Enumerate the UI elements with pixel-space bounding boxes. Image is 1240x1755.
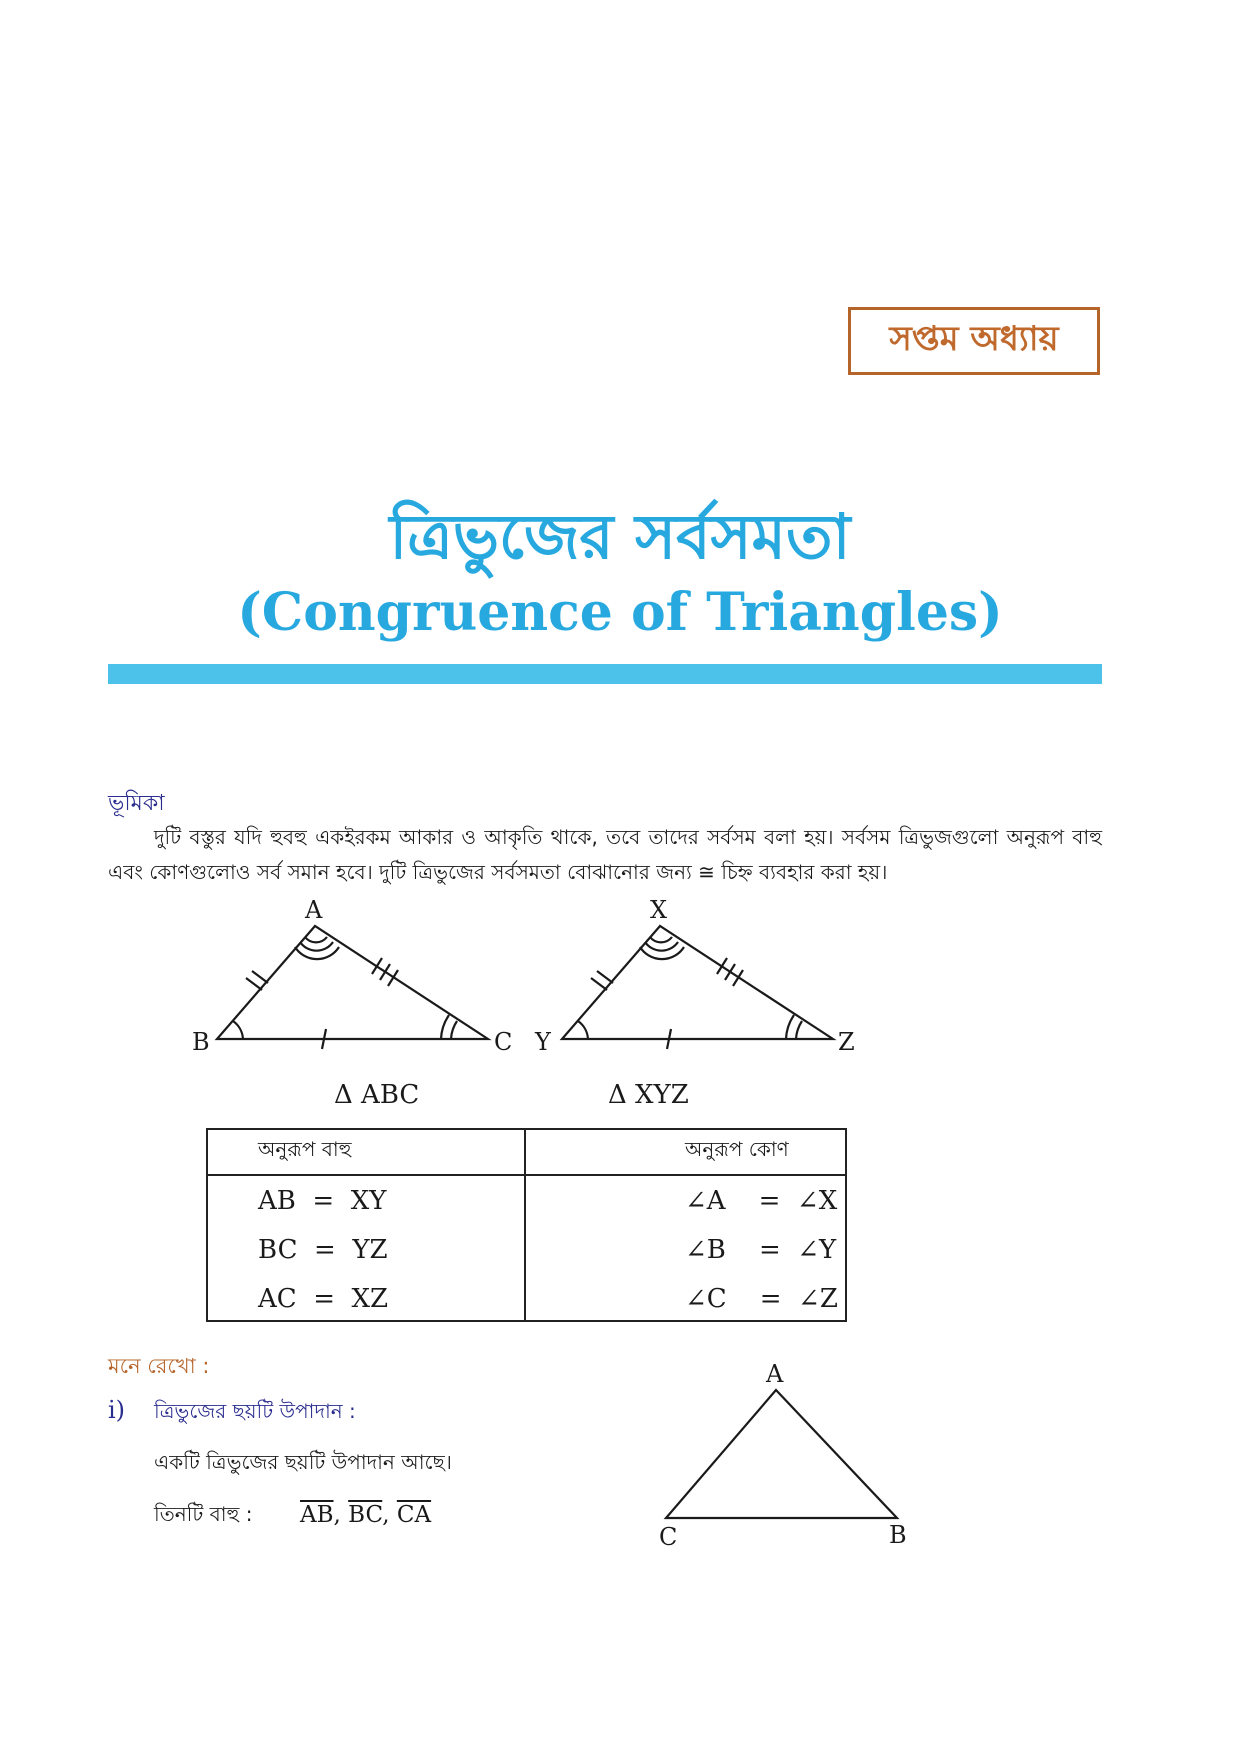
triangle-xyz-caption: Δ XYZ (608, 1080, 689, 1110)
table-header-sides: অনুরূপ বাহু (206, 1128, 577, 1175)
table-cell-side: AC = XZ (258, 1283, 389, 1314)
remember-label: মনে রেখো : (108, 1354, 210, 1378)
table-cell-side: BC = YZ (258, 1234, 388, 1265)
item-text: একটি ত্রিভুজের ছয়টি উপাদান আছে। (154, 1450, 452, 1474)
item-number: i) (108, 1396, 126, 1424)
triangle-acb (666, 1390, 897, 1518)
table-cell-angle: ∠B = ∠Y (685, 1234, 837, 1265)
side-ab: $\overline{AB}$ (300, 1502, 334, 1528)
sides-label: তিনটি বাহু : (154, 1502, 253, 1526)
sides-list: $\overline{AB}$, $\overline{BC}$, $\overline{CA}$ (300, 1502, 432, 1528)
vertex-label-y: Y (535, 1028, 551, 1056)
vertex-label-a2: A (766, 1360, 784, 1388)
table-header-angles: অনুরূপ কোণ (577, 1128, 847, 1175)
side-ticks-abc (246, 958, 398, 1049)
vertex-label-b2: B (889, 1521, 907, 1549)
side-ticks-xyz (591, 958, 743, 1049)
page-title-bengali: ত্রিভুজের সর্বসমতা (389, 500, 851, 573)
correspondence-table (206, 1128, 847, 1323)
table-cell-angle: ∠A = ∠X (685, 1185, 838, 1216)
table-row (206, 1274, 847, 1323)
table-column-divider (524, 1128, 526, 1322)
vertex-label-a: A (305, 896, 323, 924)
intro-text: দুটি বস্তুর যদি হুবহু একইরকম আকার ও আকৃতি থাকে, তবে তাদের সর্বসম বলা হয়। সর্বসম ত্রিভুজগুলো অনুরূপ বাহু এবং কোণগুলোও সর্ব সমান হবে। দুটি ত্রিভুজের সর্বসমতা বোঝানোর জন্য ≅ চিহ্ন ব্যবহার করা হয়। (108, 825, 1102, 884)
side-bc: $\overline{BC}$ (348, 1502, 383, 1528)
side-ca: $\overline{CA}$ (396, 1502, 432, 1528)
table-cell-side: AB = XY (258, 1185, 387, 1216)
table-row (206, 1175, 847, 1225)
triangle-abc-caption: Δ ABC (334, 1080, 420, 1110)
angle-arcs-xyz (578, 937, 802, 1039)
vertex-label-c: C (494, 1028, 513, 1056)
vertex-label-b: B (192, 1028, 210, 1056)
section-heading: ভূমিকা (108, 791, 165, 816)
triangle-xyz (562, 926, 833, 1039)
item-title: ত্রিভুজের ছয়টি উপাদান : (154, 1399, 356, 1423)
table-header-row (206, 1128, 847, 1175)
vertex-label-z: Z (838, 1028, 855, 1056)
table-cell-angle: ∠C = ∠Z (685, 1283, 838, 1314)
angle-arcs-abc (233, 937, 457, 1039)
triangle-abc (217, 926, 488, 1039)
chapter-label: সপ্তম অধ্যায় (848, 307, 1100, 375)
table-row (206, 1225, 847, 1274)
vertex-label-x: X (650, 896, 668, 924)
vertex-label-c2: C (659, 1523, 678, 1551)
page-title-english: (Congruence of Triangles) (237, 582, 1003, 643)
